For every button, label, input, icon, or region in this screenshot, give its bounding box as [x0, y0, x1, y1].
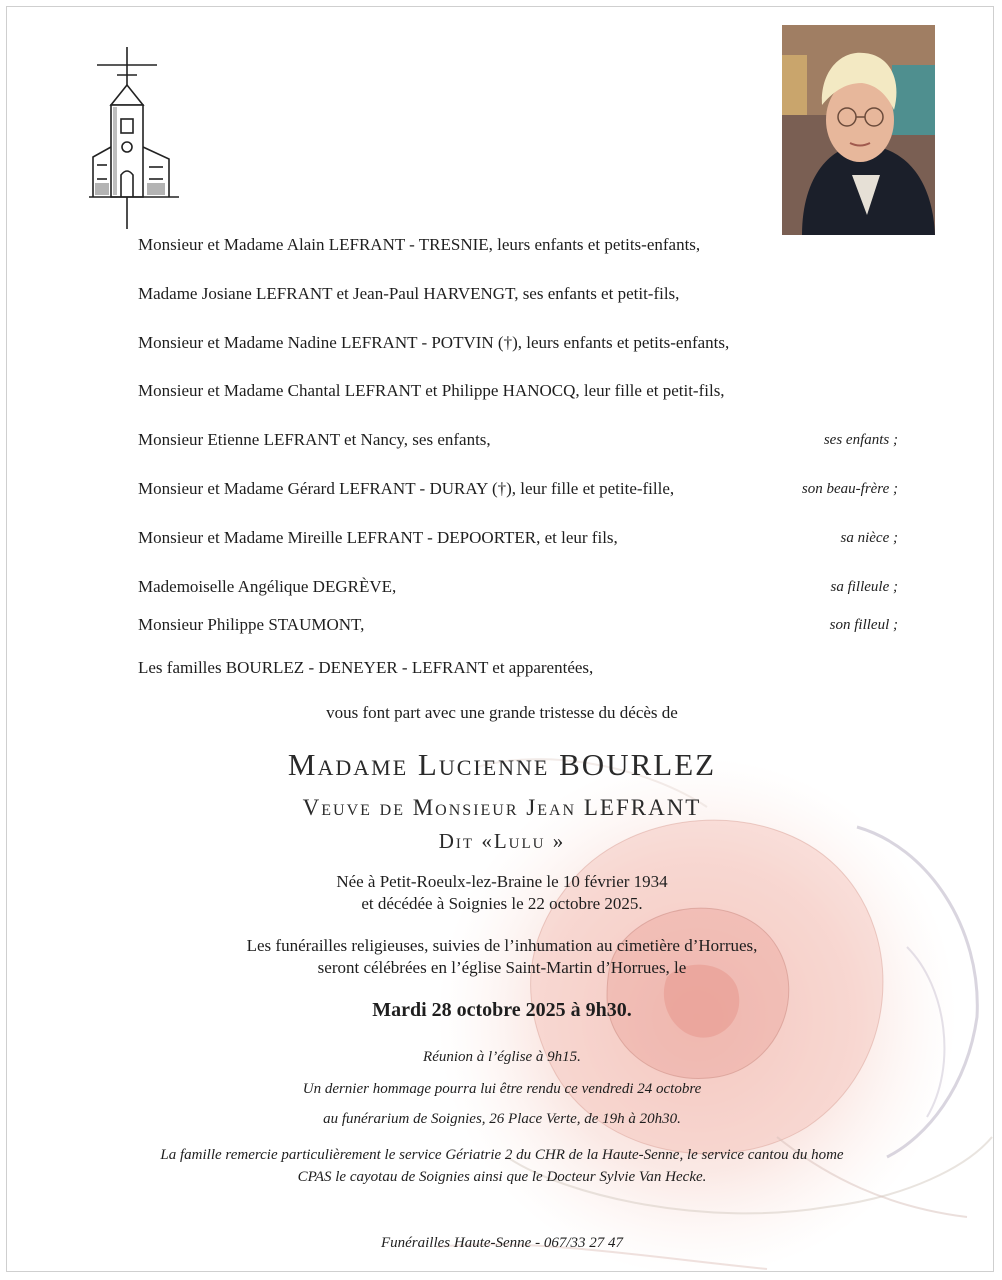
- nickname: Dit «Lulu »: [438, 829, 566, 853]
- funeral-text-1: Les funérailles religieuses, suivies de l’inhumation au cimetière d’Horrues,: [246, 936, 758, 955]
- family-line: Monsieur Philippe STAUMONT, son filleul ;: [138, 615, 898, 634]
- birth-text: Née à Petit-Roeulx-lez-Braine le 10 février 1934: [336, 872, 668, 891]
- family-line: Monsieur et Madame Alain LEFRANT - TRESNIE, leurs enfants et petits-enfants,: [138, 235, 701, 254]
- funeral-text-2: seront célébrées en l’église Saint-Martin d’Horrues, le: [317, 958, 687, 977]
- church-icon: [89, 47, 185, 229]
- family-line: Monsieur Etienne LEFRANT et Nancy, ses enfants, ses enfants ;: [138, 430, 898, 449]
- deceased-name: Madame Lucienne BOURLEZ: [287, 747, 717, 782]
- funeral-date: Mardi 28 octobre 2025 à 9h30.: [372, 999, 632, 1021]
- widow-line: Veuve de Monsieur Jean LEFRANT: [302, 795, 702, 820]
- funeral-home-footer: Funérailles Haute-Senne - 067/33 27 47: [380, 1235, 624, 1251]
- meeting-text: Réunion à l’église à 9h15.: [423, 1049, 581, 1065]
- family-line: Monsieur et Madame Chantal LEFRANT et Philippe HANOCQ, leur fille et petit-fils,: [138, 381, 725, 400]
- thanks-text-2: CPAS le cayotau de Soignies ainsi que le Docteur Sylvie Van Hecke.: [297, 1169, 707, 1185]
- family-line: Les familles BOURLEZ - DENEYER - LEFRANT et apparentées,: [138, 658, 594, 677]
- thanks-text-1: La famille remercie particulièrement le service Gériatrie 2 du CHR de la Haute-Senne, le service cantou du home: [160, 1147, 844, 1163]
- family-line: Monsieur et Madame Gérard LEFRANT - DURAY (†), leur fille et petite-fille, son beau-frère ;: [138, 479, 898, 498]
- death-text: et décédée à Soignies le 22 octobre 2025.: [361, 894, 643, 913]
- announcement-text: vous font part avec une grande tristesse du décès de: [326, 703, 678, 722]
- family-line: Monsieur et Madame Mireille LEFRANT - DEPOORTER, et leur fils, sa nièce ;: [138, 528, 898, 547]
- portrait-photo: [782, 25, 935, 235]
- family-line: Madame Josiane LEFRANT et Jean-Paul HARVENGT, ses enfants et petit-fils,: [138, 284, 680, 303]
- family-line: Mademoiselle Angélique DEGRÈVE, sa filleule ;: [138, 577, 898, 596]
- homage-text-1: Un dernier hommage pourra lui être rendu ce vendredi 24 octobre: [302, 1081, 702, 1097]
- obituary-card: [6, 6, 994, 1272]
- homage-text-2: au funérarium de Soignies, 26 Place Verte, de 19h à 20h30.: [323, 1111, 681, 1127]
- family-line: Monsieur et Madame Nadine LEFRANT - POTVIN (†), leurs enfants et petits-enfants,: [138, 333, 730, 352]
